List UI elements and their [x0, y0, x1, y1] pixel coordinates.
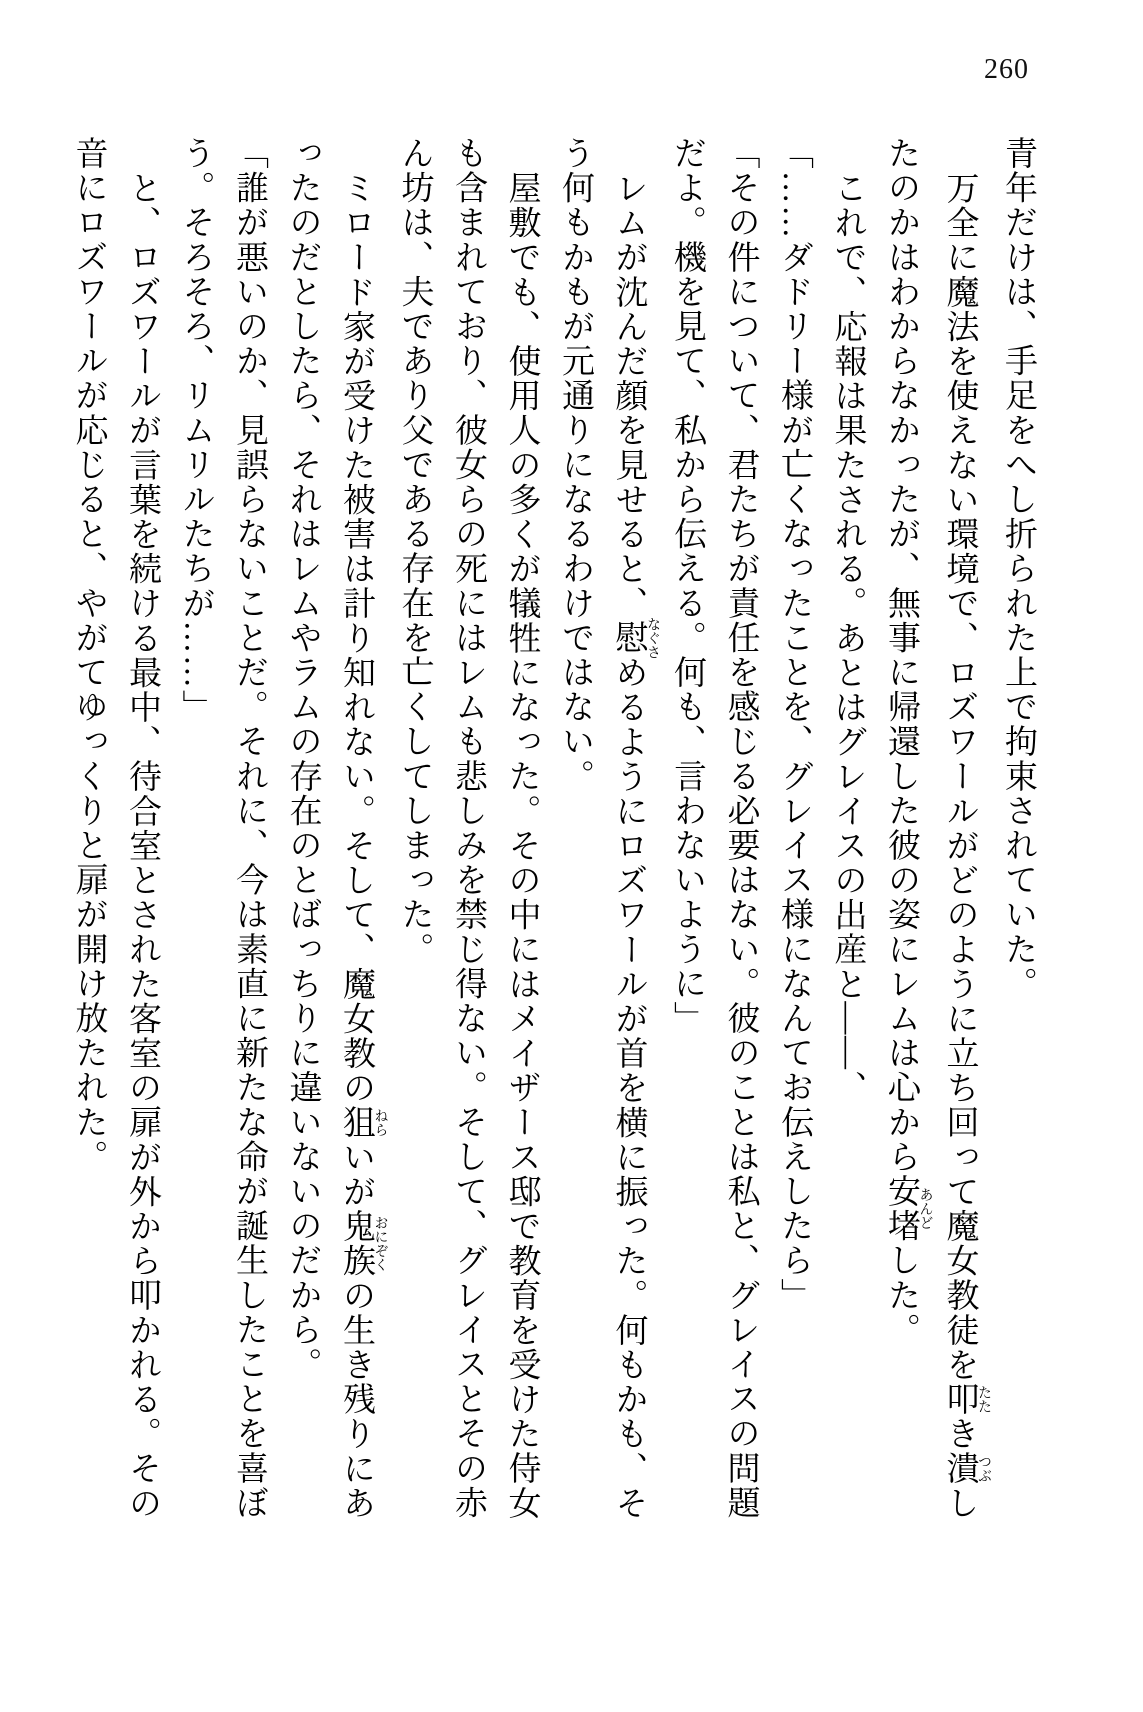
text-block — [61, 136, 1044, 1528]
text-line: 青年だけは、手足をへし折られた上で拘束されていた。 — [1000, 136, 1036, 1001]
text-line: ミロード家が受けた被害は計り知れない。そして、魔女教の狙ねらいが鬼族おにぞくの生き残りにあ — [338, 170, 388, 1521]
text-line: も含まれており、彼女らの死にはレムも悲しみを禁じ得ない。そして、グレイスとその赤 — [450, 136, 486, 1520]
text-line: ん坊は、夫であり父である存在を亡くしてしまった。 — [396, 136, 433, 967]
text-line: う。そろそろ、リムリルたちが……」 — [177, 136, 214, 725]
text-line: 屋敷でも、使用人の多くが犠牲になった。その中にはメイザース邸で教育を受けた侍女 — [503, 170, 540, 1520]
furigana: あんど — [917, 1174, 933, 1244]
text-line: 音にロズワールが応じると、やがてゆっくりと扉が開け放たれた。 — [70, 136, 107, 1174]
ruby-annotated-word: 狙ねら — [338, 1104, 388, 1140]
ruby-annotated-word: 潰つぶ — [941, 1450, 991, 1486]
furigana: つぶ — [976, 1450, 991, 1486]
ruby-annotated-word: 安堵あんど — [883, 1174, 933, 1244]
ruby-annotated-word: 鬼族おにぞく — [338, 1208, 388, 1278]
text-line: 万全に魔法を使えない環境で、ロズワールがどのように立ち回って魔女教徒を叩たたき潰つぶし — [941, 170, 991, 1521]
text-line: ったのだとしたら、それはレムやラムの存在のとばっちりに違いないのだから。 — [284, 136, 321, 1382]
furigana: たた — [976, 1381, 991, 1417]
ruby-annotated-word: 叩たた — [941, 1381, 991, 1417]
text-line: レムが沈んだ顔を見せると、慰なぐさめるようにロズワールが首を横に振った。何もかも、そ — [610, 170, 660, 1521]
text-line: と、ロズワールが言葉を続ける最中、待合室とされた客室の扉が外から叩かれる。その — [124, 170, 160, 1520]
furigana: おにぞく — [372, 1208, 388, 1278]
ruby-annotated-word: 慰なぐさ — [610, 616, 660, 659]
text-line: う何もかもが元通りになるわけではない。 — [557, 136, 593, 794]
text-line: 「その件について、君たちが責任を感じる必要はない。彼のことは私と、グレイスの問題 — [722, 136, 759, 1520]
text-line: これで、応報は果たされる。あとはグレイスの出産と――、 — [829, 170, 866, 1105]
text-line: だよ。機を見て、私から伝える。何も、言わないように」 — [669, 136, 705, 1036]
text-line: たのかはわからなかったが、無事に帰還した彼の姿にレムは心から安堵あんどした。 — [883, 136, 933, 1348]
furigana: ねら — [372, 1104, 388, 1140]
furigana: なぐさ — [645, 616, 660, 659]
page-number: 260 — [984, 54, 1029, 85]
text-line: 「……ダドリー様が亡くなったことを、グレイス様になんてお伝えしたら」 — [776, 136, 812, 1313]
text-line: 「誰が悪いのか、見誤らないことだ。それに、今は素直に新たな命が誕生したことを喜ぼ — [231, 136, 267, 1520]
